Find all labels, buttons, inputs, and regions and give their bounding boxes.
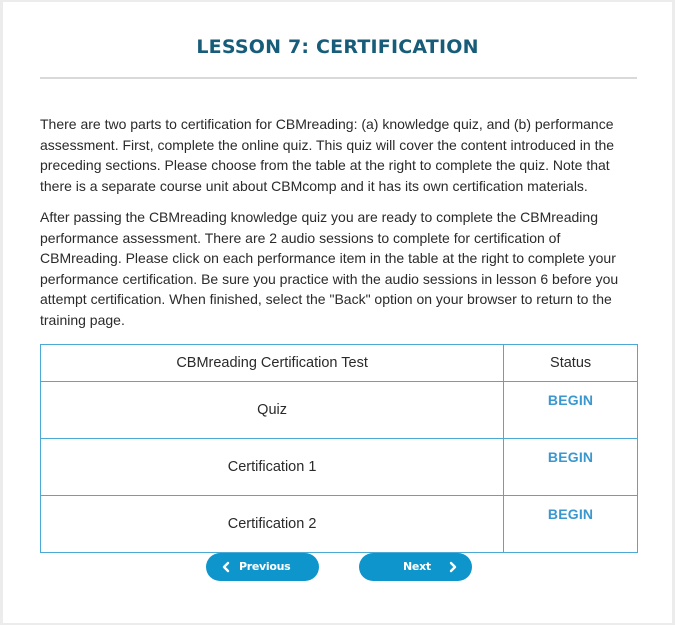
status-cell xyxy=(504,382,638,439)
next-label: Next xyxy=(403,560,431,573)
table-row xyxy=(41,439,638,496)
status-cell xyxy=(504,496,638,553)
table-row xyxy=(41,496,638,553)
begin-certification-1-link[interactable]: BEGIN xyxy=(547,449,594,465)
column-header-status: Status xyxy=(504,345,638,382)
title-divider xyxy=(40,77,637,79)
page-title: LESSON 7: CERTIFICATION xyxy=(196,36,479,58)
status-cell xyxy=(504,439,638,496)
test-name-certification-1: Certification 1 xyxy=(41,439,504,496)
column-header-test: CBMreading Certification Test xyxy=(41,345,504,382)
begin-quiz-link[interactable]: BEGIN xyxy=(547,392,594,408)
previous-label: Previous xyxy=(239,560,291,573)
table-row xyxy=(41,382,638,439)
begin-certification-2-link[interactable]: BEGIN xyxy=(547,506,594,522)
previous-button[interactable] xyxy=(206,553,319,581)
chevron-left-icon xyxy=(221,560,231,574)
lesson-page xyxy=(3,2,672,623)
next-button[interactable] xyxy=(359,553,472,581)
table-header-row xyxy=(41,345,638,382)
test-name-certification-2: Certification 2 xyxy=(41,496,504,553)
test-name-quiz: Quiz xyxy=(41,382,504,439)
intro-paragraph: There are two parts to certification for CBMreading: (a) knowledge quiz, and (b) performance assessment. First, complete the online quiz. This quiz will cover the content introduced in the preceding sections. Please choose from the table at the right to complete the quiz. Note that there is a separate course unit about CBMcomp and it has its own certification materials. xyxy=(40,116,615,194)
chevron-right-icon xyxy=(448,560,458,574)
certification-table xyxy=(40,344,638,553)
instructions-paragraph: After passing the CBMreading knowledge quiz you are ready to complete the CBMreading performance assessment. There are 2 audio sessions to complete for certification of CBMreading. Please click on each performance item in the table at the right to complete your performance certification. Be sure you practice with the audio sessions in lesson 6 before you attempt certification. When finished, select the "Back" option on your browser to return to the training page. xyxy=(40,209,619,328)
